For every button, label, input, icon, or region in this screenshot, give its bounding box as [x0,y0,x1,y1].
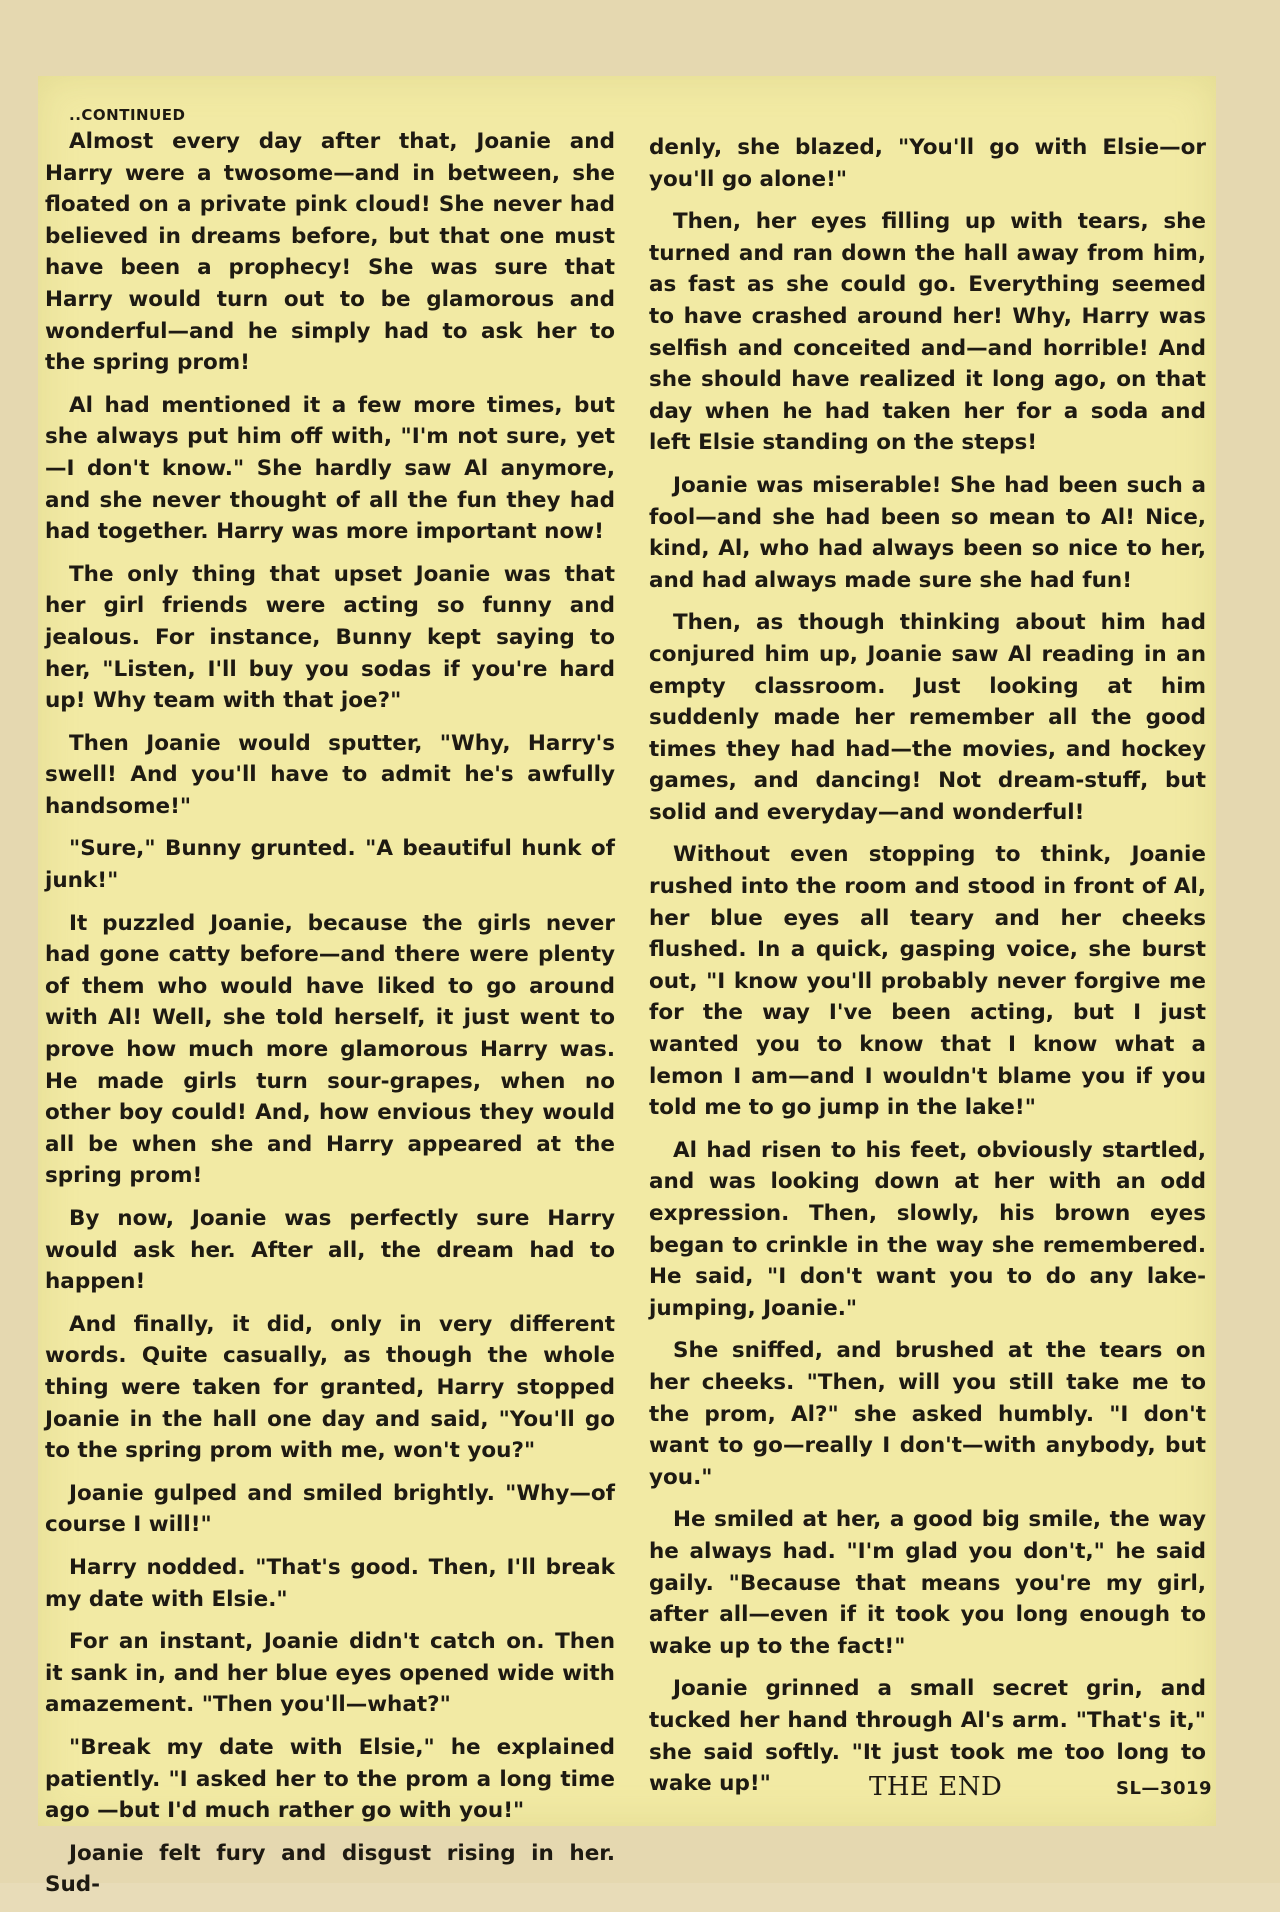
paragraph: Joanie grinned a small secret grin, and tucked her hand through Al's arm. "That's it," she said softly. "It just took me too long to wake up!" [649,1676,1206,1797]
paragraph: Joanie felt fury and disgust rising in her. Sud- [45,1840,615,1898]
paragraph: Then Joanie would sputter, "Why, Harry's swell! And you'll have to admit he's awfully handsome!" [45,730,615,819]
paragraph: For an instant, Joanie didn't catch on. Then it sank in, and her blue eyes opened wide with amazement. "Then you'll—what?" [45,1629,615,1718]
paragraph: And finally, it did, only in very different words. Quite casually, as though the whole thing were taken for granted, Harry stopped Joanie in the hall one day and said, "You'll go to the spring prom with me, won't you?" [45,1311,615,1464]
paragraph: She sniffed, and brushed at the tears on her cheeks. "Then, will you still take me to the prom, Al?" she asked humbly. "I don't want to go—really I don't—with anybody, but you." [649,1338,1206,1490]
left-column [45,126,615,1912]
right-column [649,132,1206,1811]
paragraph: Without even stopping to think, Joanie rushed into the room and stood in front of Al, her blue eyes all teary and her cheeks flushed. In a quick, gasping voice, she burst out, "I know you'll probably never forgive me for the way I've been acting, but I just wanted you to know that I know what a lemon I am—and I wouldn't blame you if you told me to go jump in the lake!" [649,842,1206,1121]
paragraph: Then, her eyes filling up with tears, she turned and ran down the hall away from him, as fast as she could go. Everything seemed to have crashed around her! Why, Harry was selfish and conceited and—and horrible! And she should have realized it long ago, on that day when he had taken her for a soda and left Elsie standing on the steps! [649,209,1206,456]
paragraph: It puzzled Joanie, because the girls never had gone catty before—and there were plenty of them who would have liked to go around with Al! Well, she told herself, it just went to prove how much more glamorous Harry was. He made girls turn sour-grapes, when no other boy could! And, how envious they would all be when she and Harry appeared at the spring prom! [45,910,615,1189]
paragraph: Harry nodded. "That's good. Then, I'll break my date with Elsie." [45,1554,615,1612]
paragraph: denly, she blazed, "You'll go with Elsie—or you'll go alone!" [649,135,1206,192]
paragraph: By now, Joanie was perfectly sure Harry would ask her. After all, the dream had to happen! [45,1206,615,1295]
paragraph: Al had mentioned it a few more times, but she always put him off with, "I'm not sure, yet—I don't know." She hardly saw Al anymore, and she never thought of all the fun they had had together. Harry was more important now! [45,392,615,545]
paragraph: The only thing that upset Joanie was that her girl friends were acting so funny and jealous. For instance, Bunny kept saying to her, "Listen, I'll buy you sodas if you're hard up! Why team with that joe?" [45,561,615,714]
page-code: SL—3019 [1116,1778,1213,1799]
paragraph: Almost every day after that, Joanie and Harry were a twosome—and in between, she floated on a private pink cloud! She never had believed in dreams before, but that one must have been a prophecy! She was sure that Harry would turn out to be glamorous and wonderful—and he simply had to ask her to the spring prom! [45,129,615,376]
paragraph: Joanie was miserable! She had been such a fool—and she had been so mean to Al! Nice, kind, Al, who had always been so nice to her, and had always made sure she had fun! [649,472,1206,593]
paragraph: Joanie gulped and smiled brightly. "Why—of course I will!" [45,1480,615,1538]
the-end-label: THE END [869,1772,1003,1802]
paragraph: He smiled at her, a good big smile, the way he always had. "I'm glad you don't," he said gaily. "Because that means you're my girl, after all—even if it took you long enough to wake up to the fact!" [649,1507,1206,1659]
paragraph: "Sure," Bunny grunted. "A beautiful hunk of junk!" [45,836,615,894]
continued-label: ..CONTINUED [69,106,186,124]
paragraph: "Break my date with Elsie," he explained patiently. "I asked her to the prom a long time ago —but I'd much rather go with you!" [45,1734,615,1824]
paragraph: Then, as though thinking about him had conjured him up, Joanie saw Al reading in an empty classroom. Just looking at him suddenly made her remember all the good times they had had—the movies, and hockey games, and dancing! Not dream-stuff, but solid and everyday—and wonderful! [649,610,1206,825]
paragraph: Al had risen to his feet, obviously startled, and was looking down at her with an odd expression. Then, slowly, his brown eyes began to crinkle in the way she remembered. He said, "I don't want you to do any lake-jumping, Joanie." [649,1137,1206,1321]
